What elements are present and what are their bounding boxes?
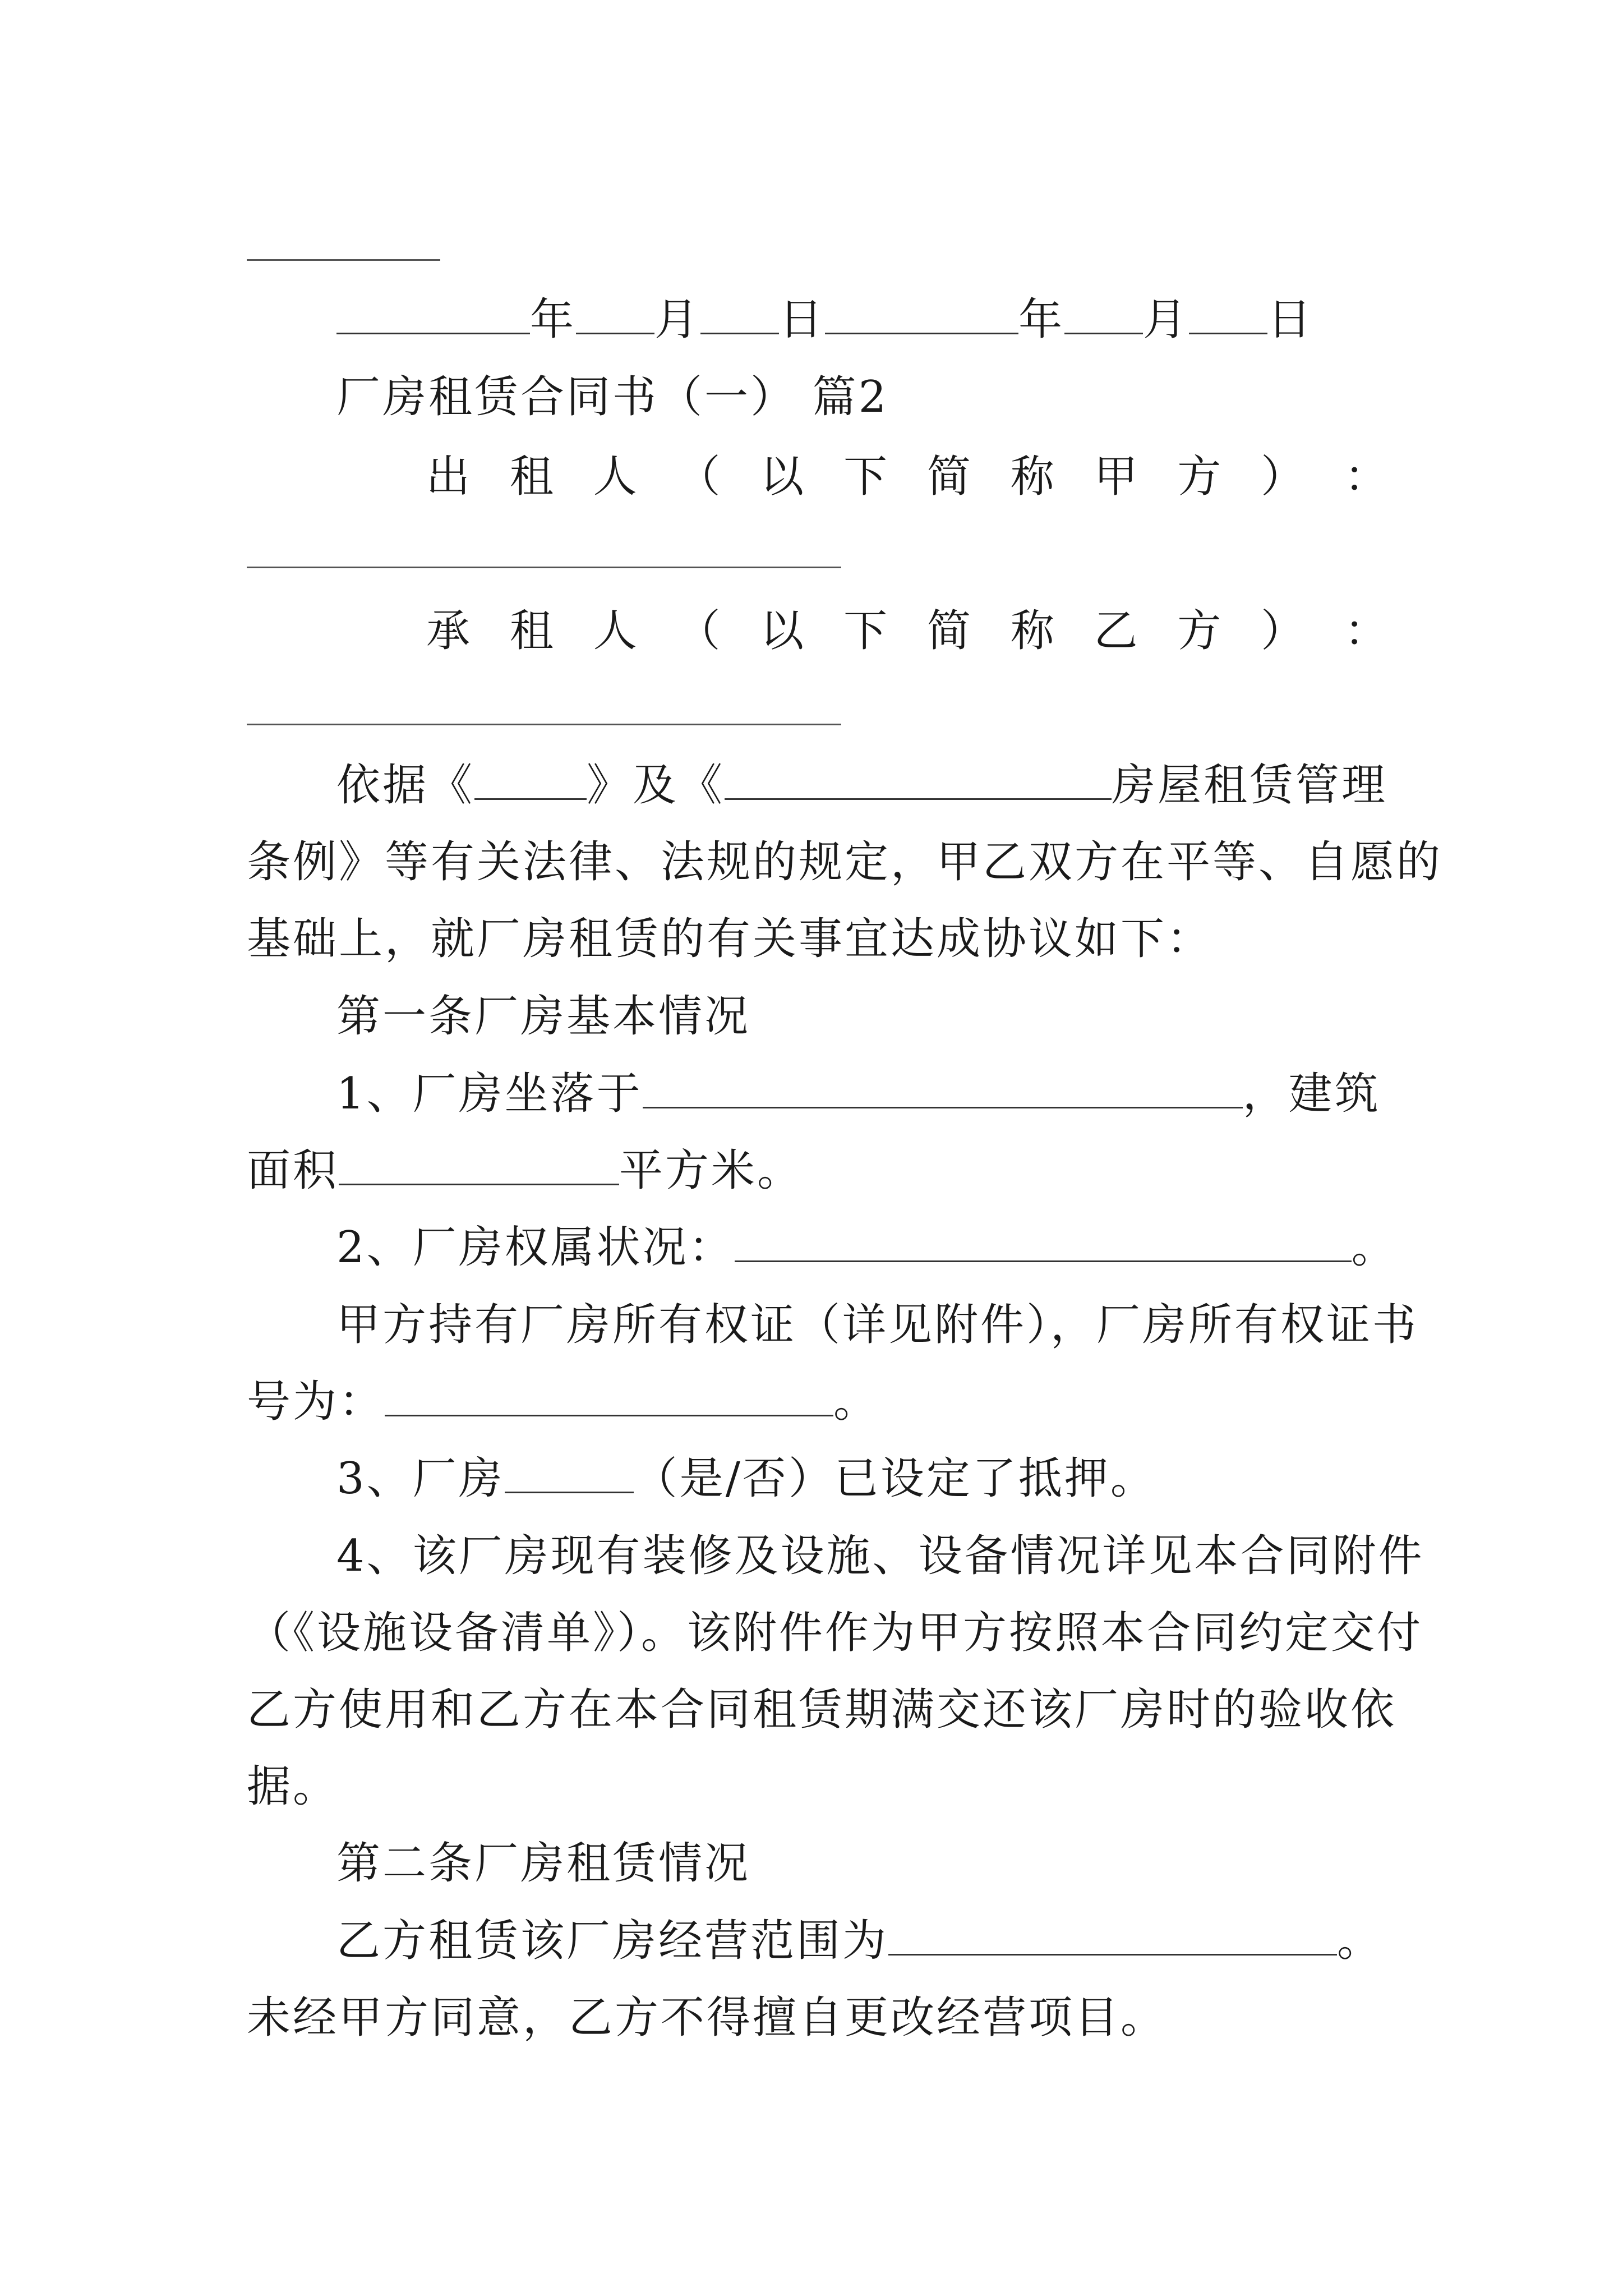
lessor-char: 甲 <box>1094 452 1138 502</box>
lessee-char: 称 <box>1010 606 1054 656</box>
business-scope-blank <box>888 1915 1337 1955</box>
lessee-char: ： <box>1344 606 1388 656</box>
month-label-2: 月 <box>1143 295 1189 345</box>
item-text: 2、厂房权属状况： <box>336 1222 735 1273</box>
article-1-item-2 <box>336 1214 1398 1281</box>
article-2-line-2: 未经甲方同意，乙方不得擅自更改经营项目。 <box>247 1993 1167 2043</box>
item-text: 面积 <box>247 1145 339 1196</box>
lessee-char: 乙 <box>1094 606 1138 656</box>
law-name-blank-2 <box>725 759 1112 800</box>
lessee-char: 下 <box>843 606 888 656</box>
lessee-char: 简 <box>926 606 971 656</box>
article-1-item-3 <box>336 1445 1156 1512</box>
month-blank-1 <box>576 293 654 334</box>
basis-text: 房屋租赁管理 <box>1112 760 1388 811</box>
year-label-2: 年 <box>1018 295 1065 345</box>
item-text: 号为： <box>247 1377 385 1427</box>
year-blank-2 <box>825 293 1018 334</box>
lessor-char: （ <box>676 452 721 502</box>
lessor-char: ： <box>1344 452 1388 502</box>
year-blank-1 <box>336 293 530 334</box>
month-label-1: 月 <box>654 295 701 345</box>
article-1-item-1 <box>336 1060 1381 1128</box>
item-text: 1、厂房坐落于 <box>336 1069 643 1119</box>
article-1-item-4-line-3: 乙方使用和乙方在本合同租赁期满交还该厂房时的验收依 <box>247 1685 1397 1735</box>
lessor-char: ） <box>1261 452 1305 502</box>
item-text: （是/否）已设定了抵押。 <box>633 1453 1156 1504</box>
article-1-item-4-line-4: 据。 <box>247 1761 339 1812</box>
top-blank-line <box>247 259 440 261</box>
lessor-char: 出 <box>426 452 471 502</box>
document-heading: 厂房租赁合同书（一） 篇2 <box>336 372 889 422</box>
lessee-char: 人 <box>593 606 637 656</box>
basis-text: 依据《 <box>336 760 475 811</box>
year-label-1: 年 <box>530 295 577 345</box>
basis-line-2: 条例》等有关法律、法规的规定，甲乙双方在平等、自愿的 <box>247 837 1443 887</box>
lessor-char: 人 <box>593 452 637 502</box>
lessee-char: （ <box>676 606 721 656</box>
item-text: 3、厂房 <box>336 1453 505 1504</box>
lessor-label <box>426 443 1388 510</box>
day-label-2: 日 <box>1267 295 1314 345</box>
day-blank-1 <box>700 293 779 334</box>
article-1-item-4-line-2: （《设施设备清单》）。该附件作为甲方按照本合同约定交付 <box>247 1608 1423 1658</box>
item-text: 平方米。 <box>619 1145 804 1196</box>
lessee-label <box>426 597 1388 665</box>
lessee-char: 租 <box>509 606 554 656</box>
item-text: 乙方租赁该厂房经营范围为 <box>336 1916 889 1966</box>
item-text: 。 <box>833 1377 880 1427</box>
lessor-char: 租 <box>509 452 554 502</box>
date-line <box>336 286 1313 353</box>
mortgage-blank <box>505 1452 634 1493</box>
area-blank <box>339 1144 619 1185</box>
month-blank-2 <box>1064 293 1143 334</box>
lessor-char: 方 <box>1177 452 1221 502</box>
item-text: ，建筑 <box>1242 1069 1381 1119</box>
lessor-blank-line <box>247 567 841 568</box>
item-text: 。 <box>1337 1916 1384 1966</box>
article-1-item-1-cont <box>247 1137 803 1204</box>
lessee-char: ） <box>1261 606 1305 656</box>
lessor-char: 简 <box>926 452 971 502</box>
lessor-char: 以 <box>760 452 804 502</box>
certificate-line-1: 甲方持有厂房所有权证（详见附件），厂房所有权证书 <box>336 1300 1419 1350</box>
location-blank <box>643 1068 1243 1108</box>
day-label-1: 日 <box>779 295 826 345</box>
article-1-item-4-line-1: 4、该厂房现有装修及设施、设备情况详见本合同附件 <box>336 1531 1424 1581</box>
basis-text: 》及《 <box>587 760 725 811</box>
basis-line-1 <box>336 752 1387 819</box>
lessor-char: 下 <box>843 452 888 502</box>
lessee-blank-line <box>247 724 841 725</box>
certificate-line-2 <box>247 1368 879 1435</box>
ownership-blank <box>735 1221 1352 1262</box>
article-2-title: 第二条厂房租赁情况 <box>336 1838 751 1889</box>
day-blank-2 <box>1189 293 1267 334</box>
law-name-blank-1 <box>474 759 587 800</box>
lessee-char: 以 <box>760 606 804 656</box>
lessee-char: 承 <box>426 606 471 656</box>
article-2-line-1 <box>336 1907 1383 1975</box>
basis-line-3: 基础上，就厂房租赁的有关事宜达成协议如下： <box>247 914 1213 964</box>
item-text: 。 <box>1351 1222 1398 1273</box>
certificate-number-blank <box>385 1375 833 1416</box>
lessee-char: 方 <box>1177 606 1221 656</box>
article-1-title: 第一条厂房基本情况 <box>336 991 751 1042</box>
lessor-char: 称 <box>1010 452 1054 502</box>
